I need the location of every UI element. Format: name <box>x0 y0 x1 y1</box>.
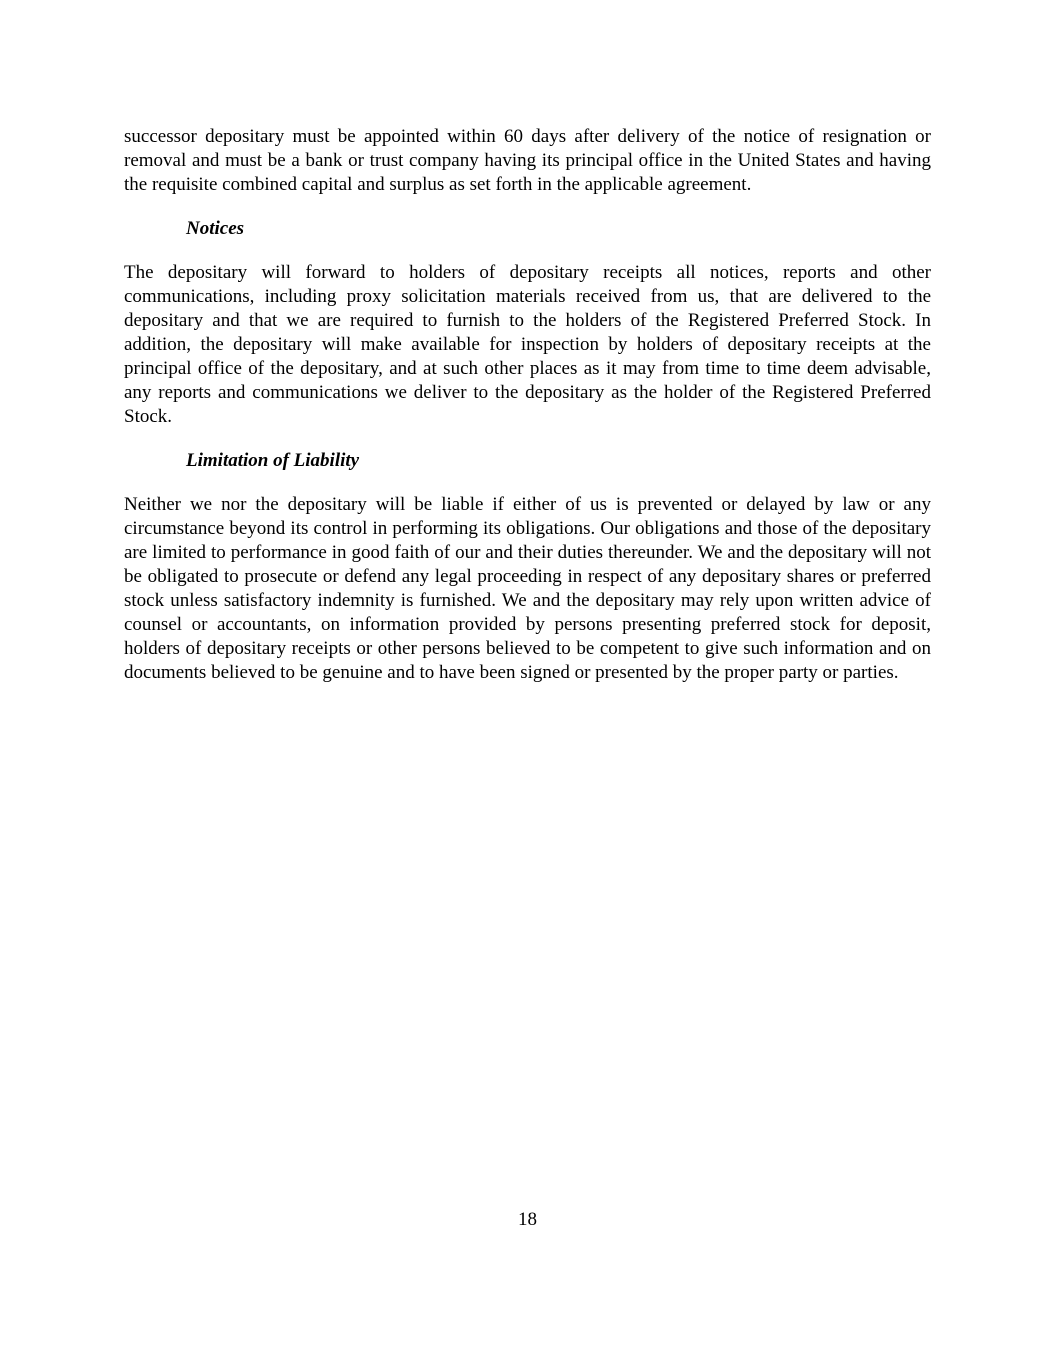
page-content <box>124 125 931 685</box>
page-number: 18 <box>518 1209 537 1230</box>
section-heading-limitation-of-liability: Limitation of Liability <box>186 450 360 471</box>
paragraph-limitation-of-liability: Neither we nor the depositary will be liable if either of us is prevented or delayed by law or any circumstance beyond its control in performing its obligations. Our obligations and those of the depositary are limited to performance in good faith of our and their duties thereunder. We and the depositary will not be obligated to prosecute or defend any legal proceeding in respect of any depositary shares or preferred stock unless satisfactory indemnity is furnished. We and the depositary may rely upon written advice of counsel or accountants, on information provided by persons presenting preferred stock for deposit, holders of depositary receipts or other persons believed to be competent to give such information and on documents believed to be genuine and to have been signed or presented by the proper party or parties. <box>124 494 931 683</box>
paragraph-notices: The depositary will forward to holders of depositary receipts all notices, reports and other communications, including proxy solicitation materials received from us, that are delivered to the depositary and that we are required to furnish to the holders of the Registered Preferred Stock. In addition, the depositary will make available for inspection by holders of depositary receipts at the principal office of the depositary, and at such other places as it may from time to time deem advisable, any reports and communications we deliver to the depositary as the holder of the Registered Preferred Stock. <box>124 262 931 427</box>
section-heading-notices: Notices <box>186 218 245 239</box>
paragraph-successor-depositary: successor depositary must be appointed within 60 days after delivery of the notice of resignation or removal and must be a bank or trust company having its principal office in the United States and having the requisite combined capital and surplus as set forth in the applicable agreement. <box>124 126 931 195</box>
